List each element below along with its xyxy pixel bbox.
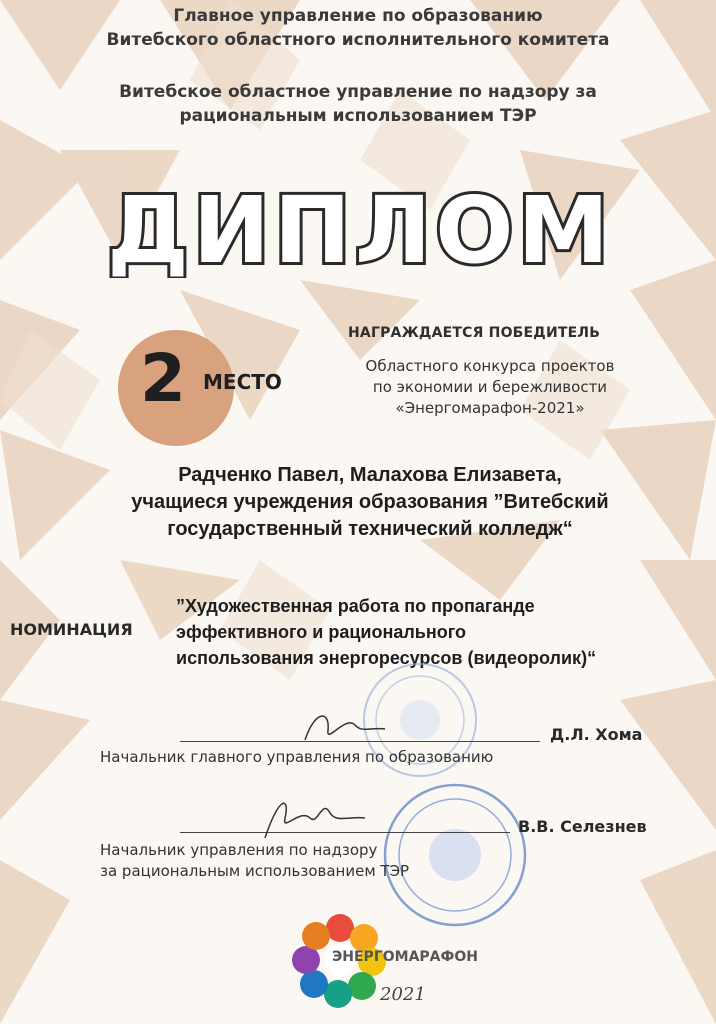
signatory-position-1: Начальник главного управления по образованию [100,748,494,766]
nomination-line-1: ”Художественная работа по пропаганде [176,596,535,616]
awarded-label: НАГРАЖДАЕТСЯ ПОБЕДИТЕЛЬ [348,325,601,341]
signatory-position-2-line-1: Начальник управления по надзору [100,841,378,859]
diploma-title [100,178,620,278]
winners-line-2: учащиеся учреждения образования ”Витебский [131,491,609,513]
contest-line-1: Областного конкурса проектов [365,357,615,375]
issuer-block-2 [0,80,716,128]
signatory-name-2: В.В. Селезнев [518,817,647,836]
signatory-name-1: Д.Л. Хома [550,725,643,744]
signature-1 [300,705,390,750]
winners-line-3: государственный технический колледж“ [167,518,573,540]
winners-block [40,462,700,543]
issuer-block-1 [0,4,716,52]
winners-line-1: Радченко Павел, Малахова Елизавета, [178,464,562,486]
issuer-line-2: Витебского областного исполнительного комитета [106,30,610,50]
signatory-position-2-line-2: за рациональным использованием ТЭР [100,862,410,880]
nomination-line-3: использования энергоресурсов (видеоролик)“ [176,648,597,668]
contest-line-3: «Энергомарафон-2021» [395,399,585,417]
contest-name [340,356,640,419]
contest-line-2: по экономии и бережливости [372,378,608,396]
place-word: МЕСТО [203,370,282,394]
logo-year: 2021 [380,984,426,1005]
logo-text: ЭНЕРГОМАРАФОН [332,949,479,965]
place-number: 2 [140,340,186,417]
signature-2 [260,788,370,843]
diploma-title-text: ДИПЛОМ [106,178,614,278]
issuer-line-3: Витебское областное управление по надзору за [119,82,597,102]
signatory-position-2 [100,840,460,882]
issuer-line-4: рациональным использованием ТЭР [179,106,537,126]
nomination-label: НОМИНАЦИЯ [10,620,133,639]
issuer-line-1: Главное управление по образованию [173,6,543,26]
nomination-line-2: эффективного и рационального [176,622,466,642]
